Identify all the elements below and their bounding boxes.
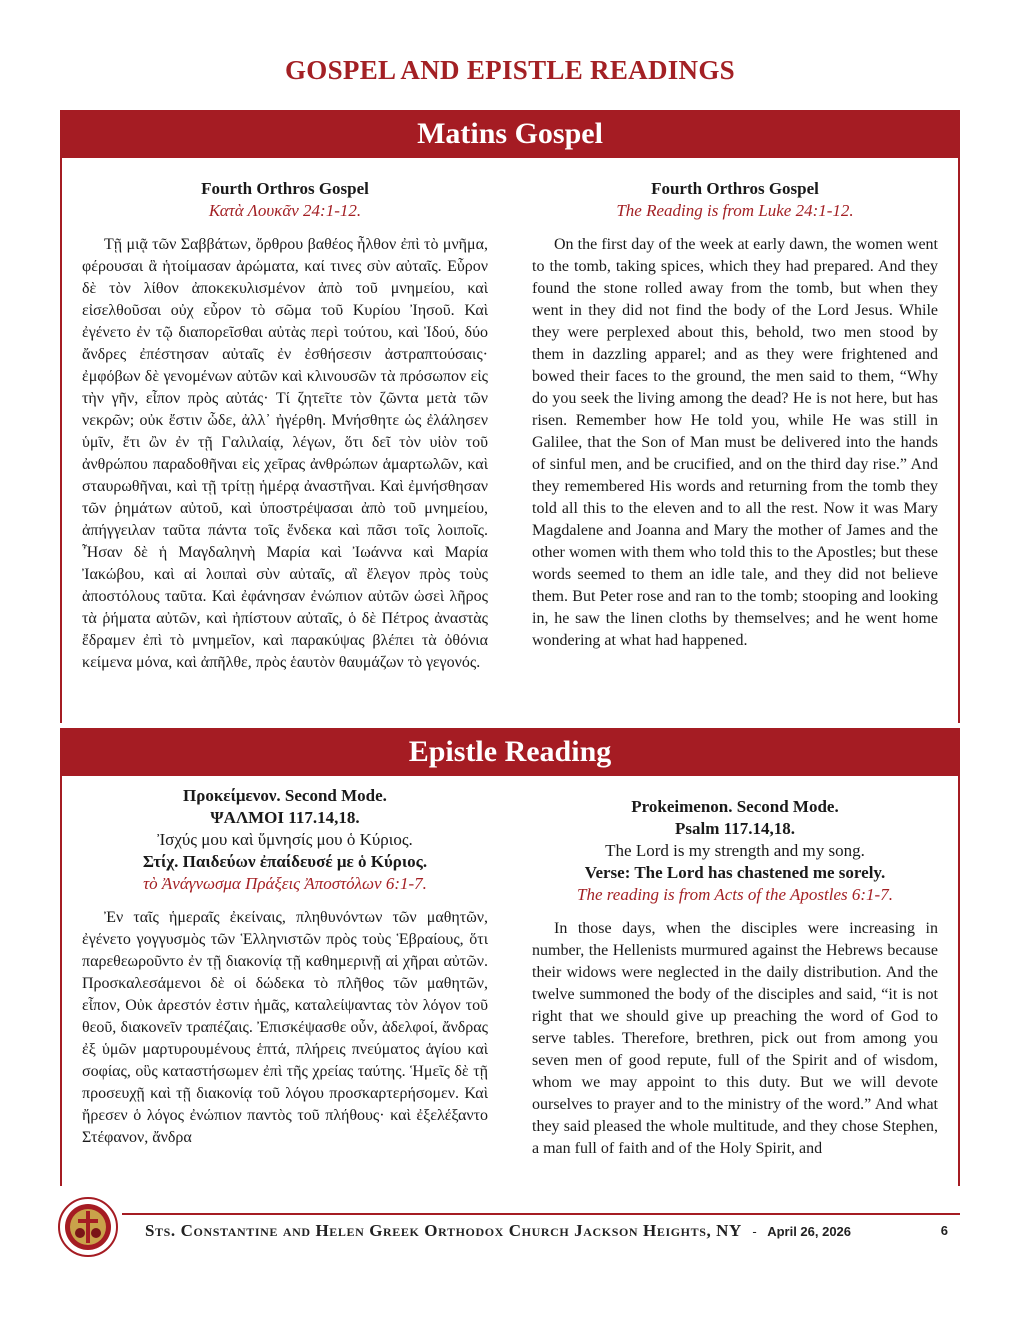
epistle-greek-text: Ἐν ταῖς ἡμεραῖς ἐκείναις, πληθυνόντων τῶν μαθητῶν, ἐγένετο γογγυσμὸς τῶν Ἑλληνιστῶν πρὸς τοὺς Ἑβραίους, ὅτι παρεθεωροῦντο ἐν τῇ διακονίᾳ τῇ καθημερινῇ αἱ χῆραι αὐτῶν. Προσκαλεσάμενοι δὲ οἱ δώδεκα τὸ πλῆθος τῶν μαθητῶν, εἶπον, Οὐκ ἀρεστόν ἐστιν ἡμᾶς, καταλείψαντας τὸν λόγον τοῦ θεοῦ, διακονεῖν τραπέζαις. Ἐπισκέψασθε οὖν, ἀδελφοί, ἄνδρας ἐξ ὑμῶν μαρτυρουμένους ἑπτά, πλήρεις πνεύματος ἁγίου καὶ σοφίας, οὓς καταστήσωμεν ἐπὶ τῆς χρείας ταύτης. Ἡμεῖς δὲ τῇ προσευχῇ καὶ τῇ διακονίᾳ τοῦ λόγου προσκαρτερήσομεν. Καὶ ἤρεσεν ὁ λόγος ἐνώπιον παντὸς τοῦ πλήθους· καὶ ἐξελέξαντο Στέφανον, ἄνδρα	[82, 909, 488, 1146]
matins-english-column	[532, 178, 938, 652]
page-number: 6	[940, 1223, 948, 1238]
epistle-english-verse-label: Verse: The Lord has chastened me sorely.	[584, 863, 886, 882]
matins-greek-reference: Κατὰ Λουκᾶν 24:1-12.	[208, 201, 362, 220]
epistle-english-text: In those days, when the disciples were increasing in number, the Hellenists murmured against the Hebrews because their widows were neglected in the daily distribution. And the twelve summoned the body of the disciples and said, “it is not right that we should give up preaching the word of God to serve tables. Therefore, brethren, pick out from among you seven men of good repute, full of the Spirit and of wisdom, whom we may appoint to this duty. But we will devote ourselves to prayer and to the ministry of the word.” And what they said pleased the whole multitude, and they chose Stephen, a man full of faith and of the Holy Spirit, and	[532, 920, 938, 1157]
epistle-english-column	[532, 796, 938, 1183]
epistle-english-verse: The Lord is my strength and my song.	[605, 841, 865, 860]
epistle-english-reference: The reading is from Acts of the Apostles 6:1-7.	[577, 885, 893, 904]
epistle-greek-column	[82, 785, 488, 1183]
matins-english-reference: The Reading is from Luke 24:1-12.	[616, 201, 854, 220]
matins-english-text: On the first day of the week at early dawn, the women went to the tomb, taking spices, which they had prepared. And they found the stone rolled away from the tomb, but when they went in they did not find the body of the Lord Jesus. While they were perplexed about this, behold, two men stood by them in dazzling apparel; and as they were frightened and bowed their faces to the ground, the men said to them, “Why do you seek the living among the dead? He is not here, but has risen. Remember how He told you, while He was still in Galilee, that the Son of Man must be delivered into the hands of sinful men, and be crucified, and on the third day rise.” And they remembered His words and returning from the tomb they told all this to the eleven and to all the rest. Now it was Mary Magdalene and Joanna and Mary the mother of James and the other women with them who told this to the Apostles; but these words seemed to them an idle tale, and they did not believe them. But Peter rose and ran to the tomb; stooping and looking in, he saw the linen cloths by themselves; and he went home wondering at what had happened.	[532, 236, 938, 649]
matins-gospel-banner: Matins Gospel	[60, 110, 960, 158]
epistle-greek-prokeimenon: Προκείμενον. Second Mode.	[183, 786, 387, 805]
footer-separator: -	[752, 1224, 757, 1239]
footer-church-name: Sts. Constantine and Helen Greek Orthodox Church Jackson Heights, NY	[145, 1221, 742, 1240]
epistle-greek-reference: τὸ Ἀνάγνωσμα Πράξεις Ἀποστόλων 6:1-7.	[143, 874, 427, 893]
matins-greek-text: Τῇ μιᾷ τῶν Σαββάτων, ὄρθρου βαθέος ἦλθον ἐπὶ τὸ μνῆμα, φέρουσαι ἃ ἡτοίμασαν ἀρώματα, καί τινες σὺν αὐταῖς. Εὗρον δὲ τὸν λίθον ἀποκεκυλισμένον ἀπὸ τοῦ μνημείου, καὶ εἰσελθοῦσαι οὐχ εὗρον τὸ σῶμα τοῦ Κυρίου Ἰησοῦ. Καὶ ἐγένετο ἐν τῷ διαπορεῖσθαι αὐτὰς περὶ τούτου, καὶ Ἰδού, δύο ἄνδρες ἐπέστησαν αὐταῖς ἐν ἐσθήσεσιν ἀστραπτούσαις· ἐμφόβων δὲ γενομένων αὐτῶν καὶ κλινουσῶν τὰ πρόσωπον εἰς τὴν γῆν, εἶπον πρὸς αὐτάς· Τί ζητεῖτε τὸν ζῶντα μετὰ τῶν νεκρῶν; οὐκ ἔστιν ὧδε, ἀλλ᾿ ἠγέρθη. Μνήσθητε ὡς ἐλάλησεν ὑμῖν, ἔτι ὢν ἐν τῇ Γαλιλαίᾳ, λέγων, ὅτι δεῖ τὸν υἱὸν τοῦ ἀνθρώπου παραδοθῆναι εἰς χεῖρας ἀνθρώπων ἁμαρτωλῶν, καὶ σταυρωθῆναι, καὶ τῇ τρίτῃ ἡμέρᾳ ἀναστῆναι. Καὶ ἐμνήσθησαν τῶν ῥημάτων αὐτοῦ, καὶ ὑποστρέψασαι ἀπὸ τοῦ μνημείου, ἀπήγγειλαν ταῦτα πάντα τοῖς ἕνδεκα καὶ πᾶσι τοῖς λοιποῖς. Ἦσαν δὲ ἡ Μαγδαληνὴ Μαρία καὶ Ἰωάννα καὶ Μαρία Ἰακώβου, καὶ αἱ λοιπαὶ σὺν αὐταῖς, αἳ ἔλεγον πρὸς τοὺς ἀποστόλους ταῦτα. Καὶ ἐφάνησαν ἐνώπιον αὐτῶν ὡσεὶ λῆρος τὰ ῥήματα αὐτῶν, καὶ ἠπίστουν αὐταῖς, ὁ δὲ Πέτρος ἀναστὰς ἔδραμεν ἐπὶ τὸ μνημεῖον, καὶ παρακύψας βλέπει τὰ ὀθόνια κείμενα μόνα, καὶ ἀπῆλθε, πρὸς ἑαυτὸν θαυμάζων τὸ γεγονός.	[82, 236, 488, 671]
page-title: GOSPEL AND EPISTLE READINGS	[285, 55, 735, 85]
matins-english-heading: Fourth Orthros Gospel	[651, 179, 819, 198]
church-seal-icon	[58, 1197, 118, 1257]
epistle-greek-verse: Ἰσχύς μου καὶ ὕμνησίς μου ὁ Κύριος.	[157, 830, 413, 849]
epistle-greek-stich: Στίχ. Παιδεύων ἐπαίδευσέ με ὁ Κύριος.	[142, 852, 428, 871]
footer-rule	[122, 1213, 960, 1215]
epistle-english-prokeimenon: Prokeimenon. Second Mode.	[631, 797, 839, 816]
matins-greek-heading: Fourth Orthros Gospel	[201, 179, 369, 198]
footer	[145, 1221, 960, 1243]
epistle-reading-banner: Epistle Reading	[60, 728, 960, 776]
epistle-greek-psalm: ΨΑΛΜΟΙ 117.14,18.	[210, 808, 360, 827]
footer-date: April 26, 2026	[767, 1224, 852, 1239]
matins-greek-column	[82, 178, 488, 674]
epistle-english-psalm: Psalm 117.14,18.	[675, 819, 795, 838]
